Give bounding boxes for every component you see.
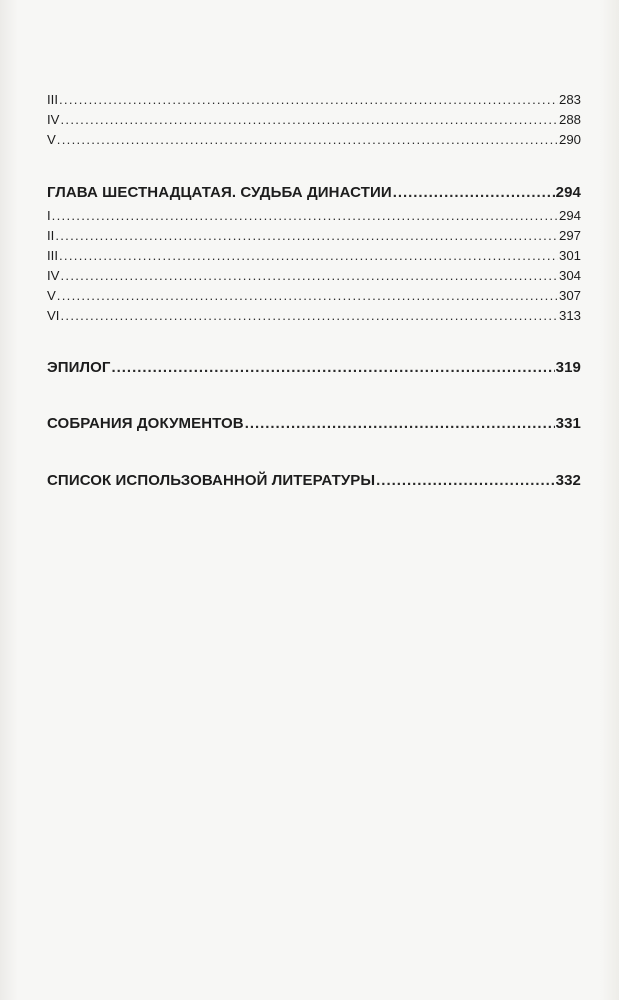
toc-entry-label: СПИСОК ИСПОЛЬЗОВАННОЙ ЛИТЕРАТУРЫ xyxy=(47,472,376,489)
toc-entry-label: ЭПИЛОГ xyxy=(47,359,111,376)
toc-entry-page: 301 xyxy=(558,248,581,263)
dot-leader xyxy=(245,416,555,432)
toc-entry xyxy=(47,248,581,264)
toc-entry-page: 332 xyxy=(555,472,581,489)
toc-entry-page: 297 xyxy=(558,228,581,243)
toc-entry xyxy=(47,268,581,284)
toc-chapter-heading xyxy=(47,416,581,432)
toc-entry xyxy=(47,92,581,108)
toc-entry-label: VI xyxy=(47,308,60,323)
toc-entry-label: I xyxy=(47,208,51,223)
dot-leader xyxy=(59,92,558,108)
dot-leader xyxy=(60,268,558,284)
dot-leader xyxy=(393,185,555,201)
toc-entry-page: 307 xyxy=(558,288,581,303)
toc-entry-page: 331 xyxy=(555,415,581,432)
toc-entry-page: 283 xyxy=(558,92,581,107)
toc-entry-page: 304 xyxy=(558,268,581,283)
toc-entry xyxy=(47,288,581,304)
dot-leader xyxy=(112,360,555,376)
dot-leader xyxy=(60,308,558,324)
toc-entry-label: IV xyxy=(47,112,60,127)
dot-leader xyxy=(52,208,558,224)
toc-entry xyxy=(47,308,581,324)
toc-entry xyxy=(47,228,581,244)
toc-entry-label: СОБРАНИЯ ДОКУМЕНТОВ xyxy=(47,415,244,432)
toc-entry-page: 319 xyxy=(555,359,581,376)
toc-entry-page: 288 xyxy=(558,112,581,127)
dot-leader xyxy=(57,288,558,304)
toc-chapter-heading xyxy=(47,185,581,201)
toc-entry xyxy=(47,112,581,128)
dot-leader xyxy=(57,132,558,148)
toc-entry-label: III xyxy=(47,92,58,107)
toc-entry-page: 313 xyxy=(558,308,581,323)
toc-entry-label: IV xyxy=(47,268,60,283)
toc-entry-label: V xyxy=(47,132,56,147)
toc-entry-label: III xyxy=(47,248,58,263)
toc-chapter-heading xyxy=(47,473,581,489)
toc-entry-label: II xyxy=(47,228,55,243)
dot-leader xyxy=(55,228,558,244)
dot-leader xyxy=(376,473,555,489)
dot-leader xyxy=(59,248,558,264)
toc-entry-label: V xyxy=(47,288,56,303)
toc-entry-page: 294 xyxy=(555,184,581,201)
toc-entry xyxy=(47,132,581,148)
toc-entry-label: ГЛАВА ШЕСТНАДЦАТАЯ. СУДЬБА ДИНАСТИИ xyxy=(47,184,392,201)
toc-chapter-heading xyxy=(47,360,581,376)
toc-entry-page: 290 xyxy=(558,132,581,147)
toc-entry-page: 294 xyxy=(558,208,581,223)
toc-entry xyxy=(47,208,581,224)
dot-leader xyxy=(60,112,558,128)
